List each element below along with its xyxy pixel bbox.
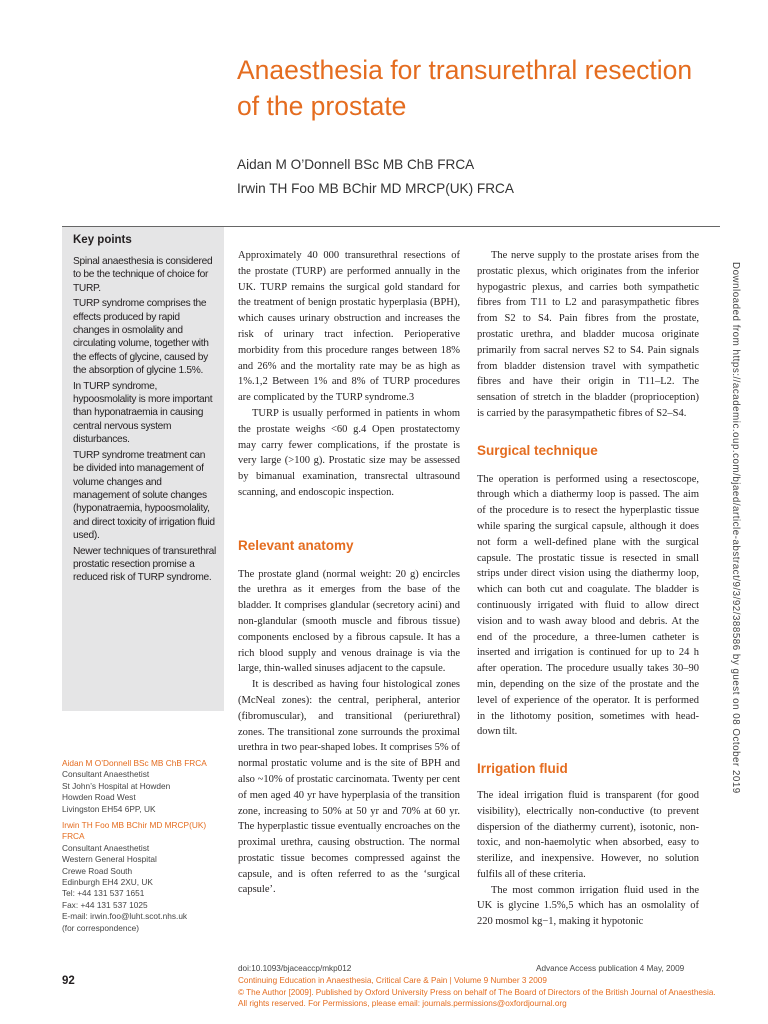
affiliation-line: St John’s Hospital at Howden — [62, 780, 171, 791]
body-paragraph: TURP is usually performed in patients in whom the prostate weighs <60 g.4 Open prostatectomy may carry fewer complications, if the prostate is very large (>100 g). Prostatic size may be assessed by bimanual examination, transrectal ultrasound scanning, and endoscopic inspection. — [238, 407, 460, 498]
author-affiliations — [62, 758, 227, 939]
body-paragraph: The operation is performed using a resectoscope, through which a diathermy loop is passed. The aim of the procedure is to resect the hyperplastic tissue while sparing the surgical capsule, although it does not form a well-defined plane with the surgical capsule. The prostatic tissue is resected in small strips under direct vision using the diathermy loop, which can both cut and coagulate. The bladder is continuously irrigated with fluid to allow direct vision and to wash away blood and debris. At the end of the procedure, a three-lumen catheter is inserted and irrigation is continued for up to 24 h after operation. The procedure usually takes 30–90 min, depending on the size of the prostate and the level of experience of the operator. It is performed in the lithotomy position, sometimes with head-down tilt. — [477, 473, 699, 738]
journal-citation — [238, 975, 718, 1010]
key-points-heading: Key points — [73, 234, 132, 246]
affiliation-line: Edinburgh EH4 2XU, UK — [62, 877, 153, 888]
affiliation-line: Consultant Anaesthetist — [62, 769, 150, 780]
affiliation-1-name: Aidan M O’Donnell BSc MB ChB FRCA — [62, 758, 207, 768]
key-point: TURP syndrome comprises the effects produced by rapid changes in osmolality and circulating volume, together with the effects of glycine, caused by the absorption of glycine 1.5%. — [73, 298, 209, 377]
body-paragraph: The ideal irrigation fluid is transparent (for good visibility), electrically non-conductive (to prevent dispersion of the diathermy current), isotonic, non-toxic, and non-haemolytic when absorbed, easy to sterilize, and inexpensive. However, no solution fulfils all of these criteria. — [477, 789, 699, 880]
affiliation-email[interactable]: E-mail: irwin.foo@luht.scot.nhs.uk — [62, 911, 188, 922]
body-paragraph: It is described as having four histological zones (McNeal zones): the central, peripheral, anterior (fibromuscular), and transitional (periurethral) zones. The transitional zone surrounds the proximal urethra in two pear-shaped lobes. It comprises 5% of normal prostatic volume and is the site of BPH and also ~10% of prostatic carcinomata. Twenty per cent of men aged 40 yr have hyperplasia of the transition zone, increasing to 50% at 50 yr and 70% at 60 yr. The hyperplastic tissue eventually encroaches on the proximal urethra, causing obstruction. The normal prostatic tissue becomes compressed against the capsule, and is often referred to as the ‘surgical capsule’. — [238, 679, 460, 896]
author-1: Aidan M O’Donnell BSc MB ChB FRCA — [237, 157, 475, 172]
affiliation-line: Tel: +44 131 537 1651 — [62, 888, 145, 899]
body-column-1 — [238, 248, 460, 898]
section-heading-irrigation: Irrigation fluid — [477, 761, 568, 777]
body-paragraph: Approximately 40 000 transurethral resections of the prostate (TURP) are performed annually in the UK. TURP remains the surgical gold standard for the treatment of benign prostatic hyperplasia (BPH), which causes urinary obstruction and increases the risk of urinary tract infection. Perioperative morbidity from this procedure ranges between 18% and 26% and the mortality rate may be as high as 1%.1,2 Between 1% and 8% of TURP procedures are complicated by the TURP syndrome.3 — [238, 250, 460, 404]
body-paragraph: The nerve supply to the prostate arises from the prostatic plexus, which originates from the inferior hypogastric plexus, and carries both sympathetic fibres from T11 to L2 and parasympathetic fibres from S2 to S4. Pain fibres from the prostate, prostatic urethra, and bladder mucosa originate primarily from sacral nerves S2 to S4. Pain signals from bladder distension travel with sympathetic fibres and have their origin in T11–L2. The sensation of stretch in the bladder (proprioception) is carried by the parasympathetic fibres of S2–S4. — [477, 250, 699, 419]
section-heading-anatomy: Relevant anatomy — [238, 537, 354, 553]
affiliation-1 — [62, 758, 227, 815]
advance-access-note: Advance Access publication 4 May, 2009 — [536, 964, 685, 973]
key-point: Newer techniques of transurethral prostatic resection promise a reduced risk of TURP syndrome. — [73, 545, 216, 584]
article-title: Anaesthesia for transurethral resection of the prostate — [237, 55, 693, 121]
journal-name-line: Continuing Education in Anaesthesia, Critical Care & Pain | Volume 9 Number 3 2009 — [238, 976, 547, 985]
key-point: Spinal anaesthesia is considered to be the technique of choice for TURP. — [73, 256, 213, 294]
affiliation-line: Fax: +44 131 537 1025 — [62, 899, 148, 910]
key-points-box — [62, 227, 224, 711]
affiliation-line: Western General Hospital — [62, 854, 157, 865]
affiliation-line: Howden Road West — [62, 792, 136, 803]
doi-link[interactable]: doi:10.1093/bjaceaccp/mkp012 — [238, 964, 352, 973]
affiliation-line: Livingston EH54 6PP, UK — [62, 803, 156, 814]
key-point: In TURP syndrome, hypoosmolality is more important than hyponatraemia in causing central nervous system disturbances. — [73, 380, 213, 446]
affiliation-line: (for correspondence) — [62, 922, 140, 933]
author-2: Irwin TH Foo MB BChir MD MRCP(UK) FRCA — [237, 181, 514, 196]
affiliation-line: Consultant Anaesthetist — [62, 842, 150, 853]
download-watermark: Downloaded from https://academic.oup.com/bjaed/article-abstract/9/3/92/388586 by guest on 08 October 2019 — [730, 262, 741, 794]
key-point: TURP syndrome treatment can be divided into management of volume changes and management of solute changes (hyponatraemia, hypoosmolality, and direct toxicity of irrigation fluid used). — [73, 449, 215, 542]
author-list — [237, 153, 697, 201]
affiliation-line: Crewe Road South — [62, 865, 133, 876]
section-heading-surgical: Surgical technique — [477, 442, 598, 458]
copyright-line: © The Author [2009]. Published by Oxford University Press on behalf of The Board of Directors of the British Journal of Anaesthesia. All rights reserved. For Permissions, please email: journals.permissions@oxfordjournal.org — [238, 987, 716, 1008]
affiliation-2 — [62, 820, 227, 934]
body-column-2 — [477, 248, 699, 930]
affiliation-2-name: Irwin TH Foo MB BChir MD MRCP(UK) FRCA — [62, 820, 207, 842]
page-number: 92 — [62, 975, 75, 987]
body-paragraph: The prostate gland (normal weight: 20 g) encircles the urethra as it emerges from the base of the bladder. It comprises glandular (secretory acini) and non-glandular (smooth muscle and fibrous tissue) components enclosed by a fibrous capsule. It has a rich blood supply and venous drainage is via the large, thin-walled sinuses adjacent to the capsule. — [238, 568, 460, 675]
body-paragraph: The most common irrigation fluid used in the UK is glycine 1.5%,5 which has an osmolality of 220 mosmol kg−1, making it hypotonic — [477, 884, 699, 928]
